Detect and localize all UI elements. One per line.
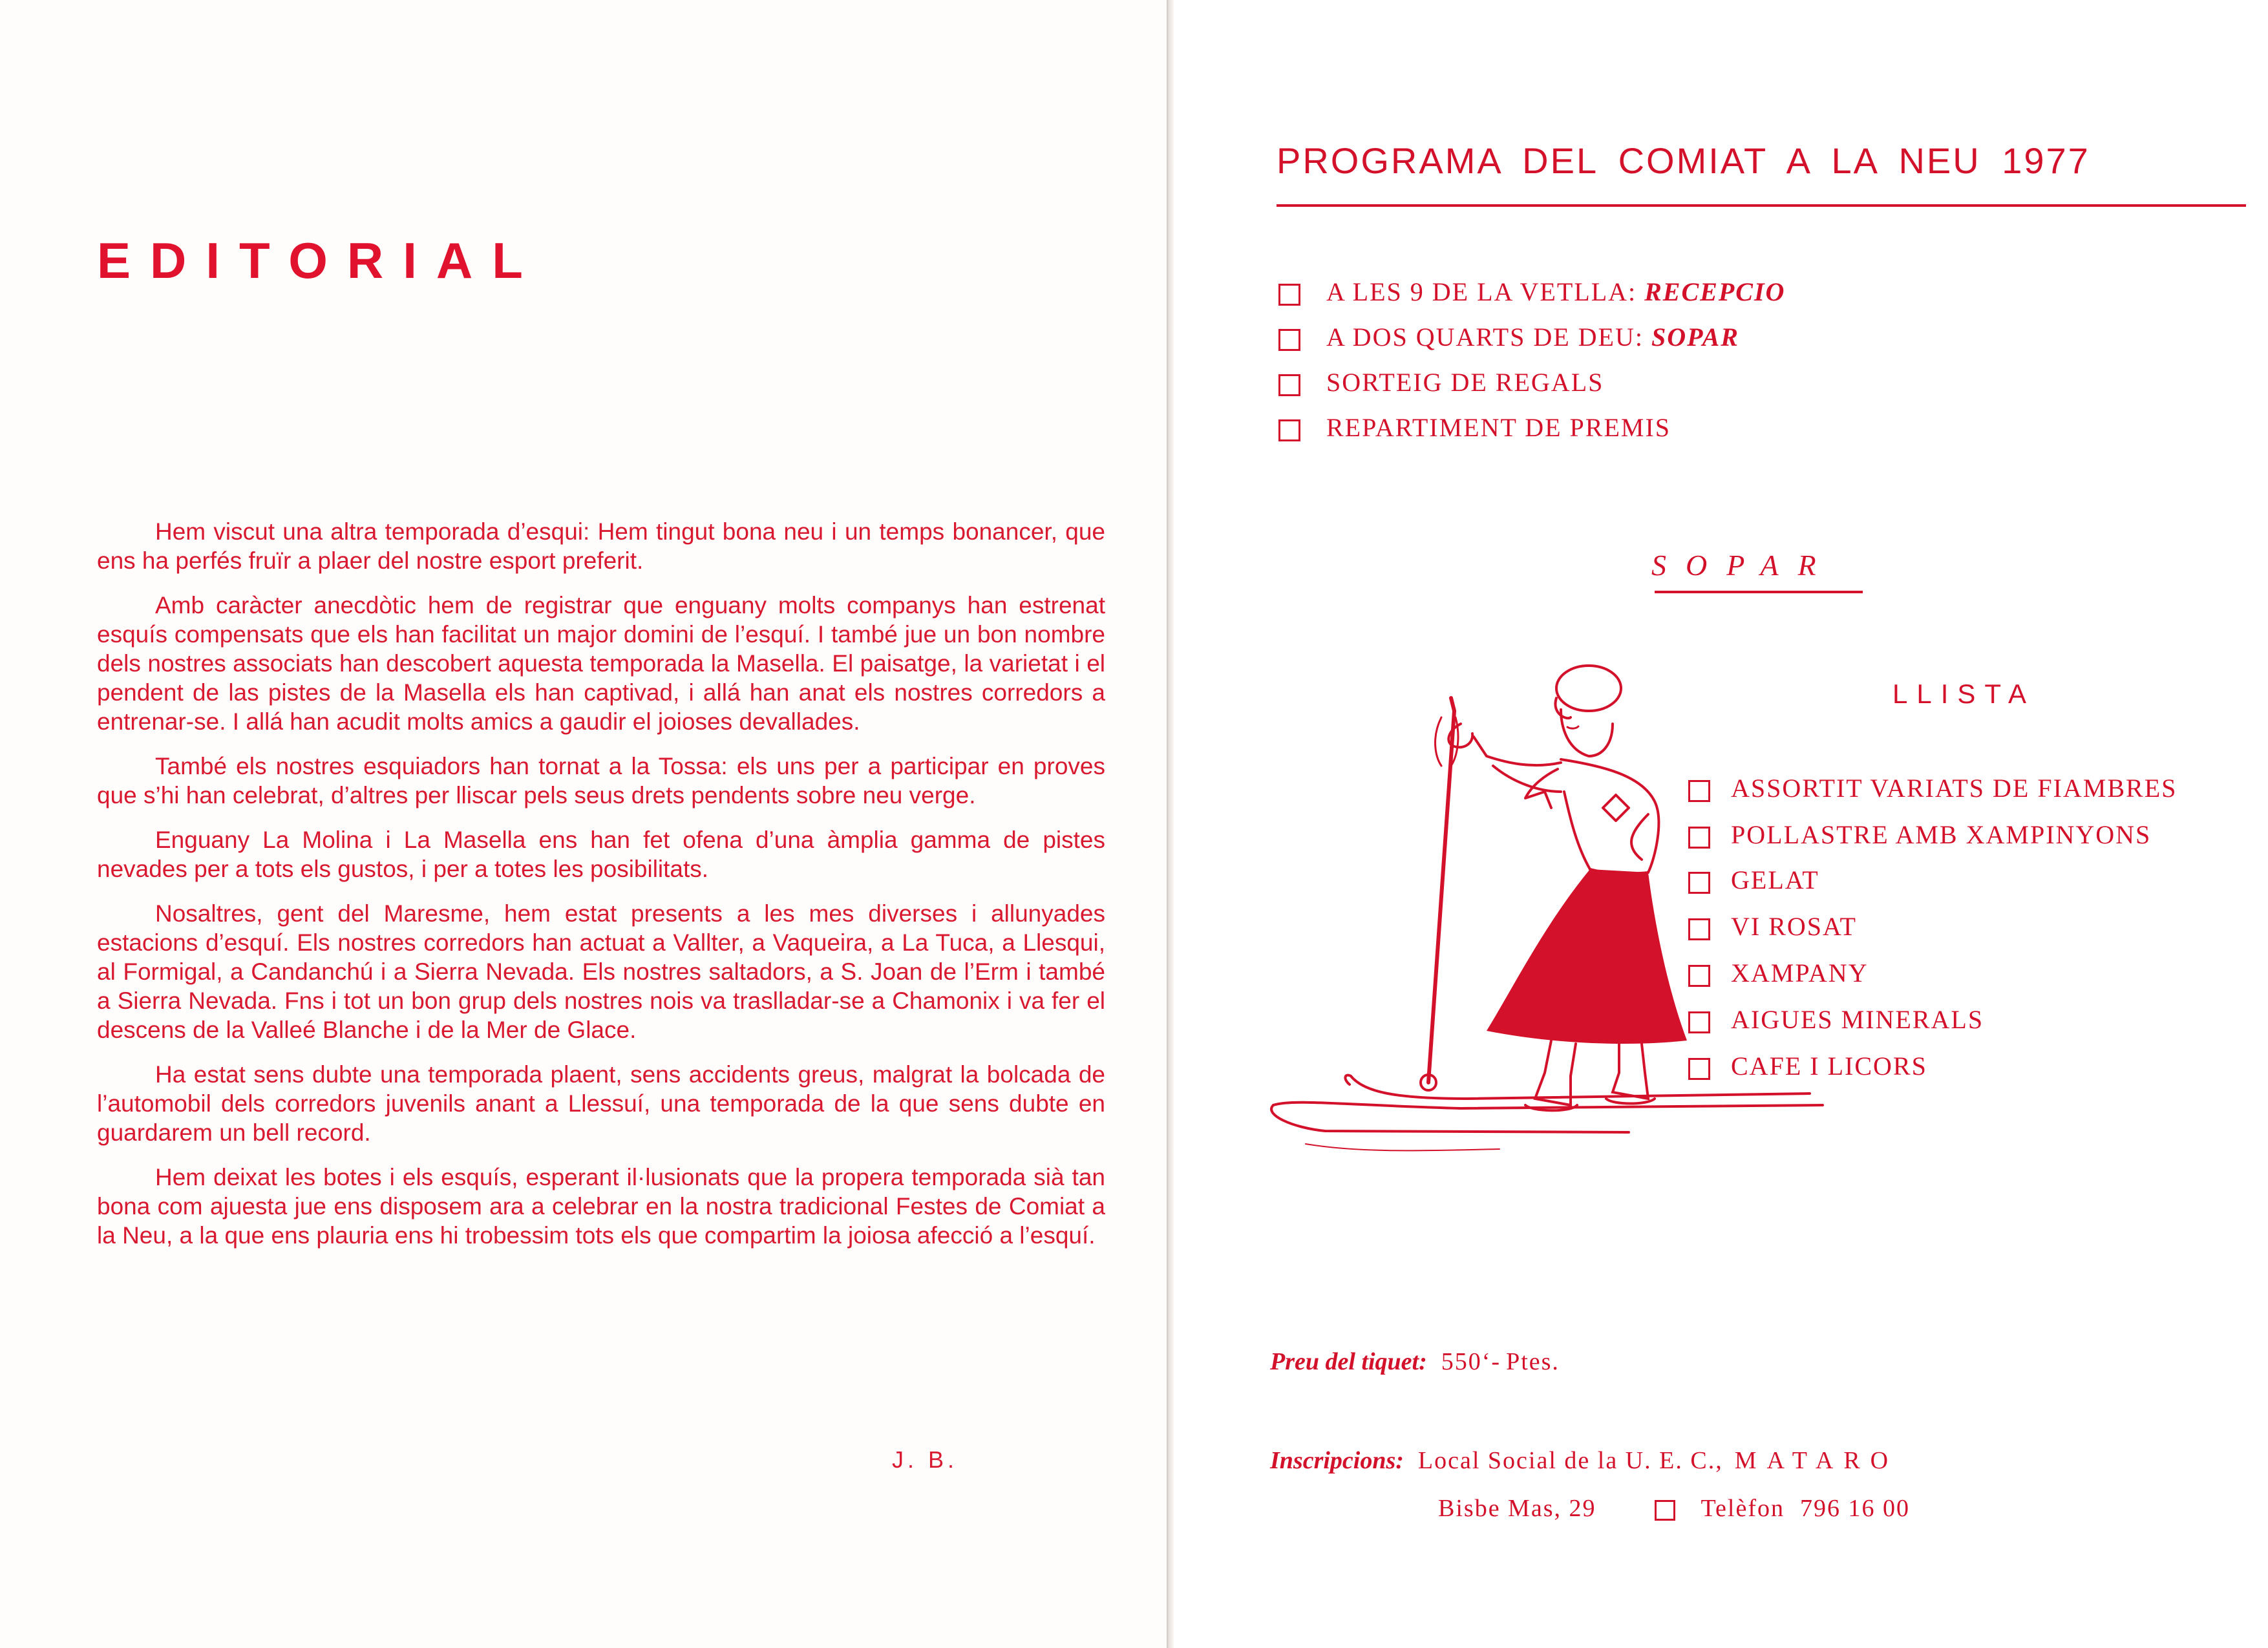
checkbox-icon (1278, 329, 1300, 351)
schedule-item: SORTEIG DE REGALS (1278, 367, 1604, 397)
checkbox-icon (1655, 1500, 1675, 1521)
editorial-paragraph: Amb caràcter anecdòtic hem de registrar que enguany molts companys han estrenat esquís compensats que els han facilitat un major domini de l’esquí. I també jue un bon nombre dels nostres associats han descobert aquesta temporada la Masella. El paisatge, la varietat i el pendent de las pistes de la Masella els han captivad, i allá han anat els nostres corredors a entrenar-se. I allá han acudit molts amics a gaudir el joioses devallades. (97, 592, 1105, 735)
schedule-item: REPARTIMENT DE PREMIS (1278, 412, 1671, 443)
editorial-paragraph: Hem deixat les botes i els esquís, esperant il·lusionats que la propera temporada sià tan bona com ajuesta jue ens disposem ara a celebrar en la nostra tradicional Festes de Comiat a la Neu, a la que ens plauria ens hi trobessim tots els que compartim la joiosa afecció a l’esquí. (97, 1164, 1105, 1249)
menu-item: CAFE I LICORS (1688, 1051, 1927, 1081)
menu-item: GELAT (1688, 865, 1819, 895)
editorial-paragraph: Enguany La Molina i La Masella ens han fet ofena d’una àmplia gamma de pistes nevades per a tots els gustos, i per a totes les posibilitats. (97, 827, 1105, 882)
title-underline (1277, 204, 2246, 207)
editorial-title: EDITORIAL (97, 232, 542, 289)
editorial-body (97, 517, 1105, 1265)
checkbox-icon (1278, 374, 1300, 396)
sopar-underline (1655, 591, 1863, 593)
inscriptions-line: Inscripcions: Local Social de la U. E. C., MATARO (1270, 1447, 1899, 1474)
program-title: PROGRAMA DEL COMIAT A LA NEU 1977 (1277, 140, 2090, 181)
address-line: Bisbe Mas, 29 Telèfon 796 16 00 (1438, 1495, 1911, 1522)
schedule-item: A DOS QUARTS DE DEU: SOPAR (1278, 322, 1739, 352)
menu-item: XAMPANY (1688, 958, 1869, 988)
editorial-paragraph: Ha estat sens dubte una temporada plaent, sens accidents greus, malgrat la bolcada de l’automobil dels corredors juvenils anant a Llessuí, una temporada de la que sens dubte en guardarem un bell record. (97, 1061, 1105, 1146)
editorial-signature: J. B. (892, 1446, 959, 1473)
menu-item: POLLASTRE AMB XAMPINYONS (1688, 819, 2151, 850)
menu-item: AIGUES MINERALS (1688, 1004, 1984, 1035)
menu-item: VI ROSAT (1688, 911, 1857, 942)
checkbox-icon (1278, 419, 1300, 441)
editorial-paragraph: Nosaltres, gent del Maresme, hem estat presents a les mes diverses i allunyades estacions d’esquí. Els nostres corredors han actuat a Vallter, a Vaqueira, a La Tuca, a Llesqui, al Formigal, a Candanchú i a Sierra Nevada. Els nostres saltadors, a S. Joan de l’Erm i també a Sierra Nevada. Fns i tot un bon grup dels nostres nois va traslladar-se a Chamonix i va fer el descens de la Valleé Blanche i de la Mer de Glace. (97, 900, 1105, 1043)
llista-heading: LLISTA (1892, 679, 2035, 709)
editorial-paragraph: També els nostres esquiadors han tornat a la Tossa: els uns per a participar en proves que s’hi han celebrat, d’altres per lliscar pels seus drets pendents sobre neu verge. (97, 753, 1105, 808)
schedule-item: A LES 9 DE LA VETLLA: RECEPCIO (1278, 277, 1785, 307)
skier-illustration-icon (1267, 653, 1836, 1170)
sopar-heading: SOPAR (1651, 549, 1836, 582)
ticket-price: Preu del tiquet: 550‘- Ptes. (1270, 1348, 1560, 1375)
editorial-paragraph: Hem viscut una altra temporada d’esqui: Hem tingut bona neu i un temps bonancer, que ens ha perfés fruïr a plaer del nostre esport preferit. (97, 518, 1105, 574)
menu-item: ASSORTIT VARIATS DE FIAMBRES (1688, 773, 2177, 803)
checkbox-icon (1278, 284, 1300, 306)
